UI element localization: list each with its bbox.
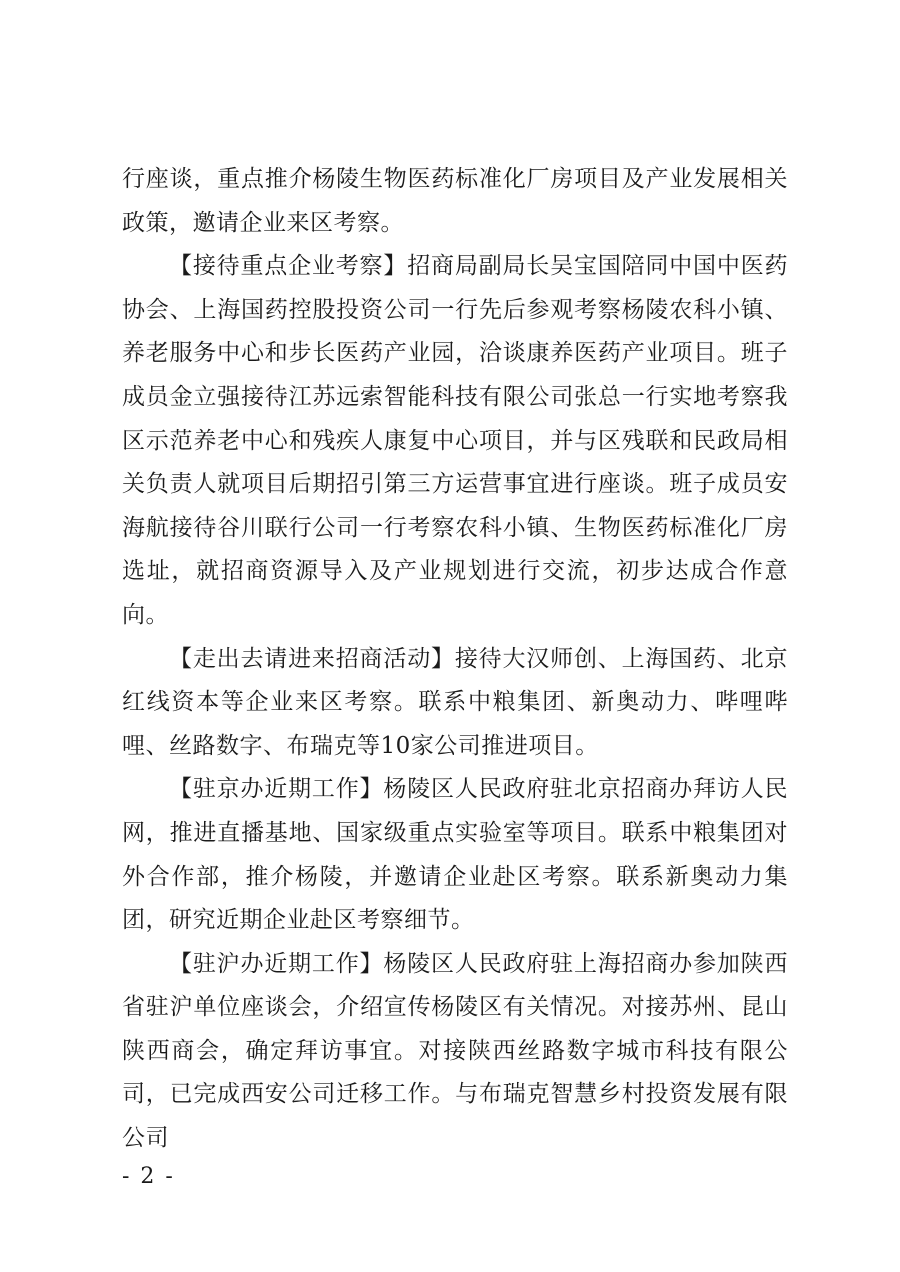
paragraph-enterprise-visits: 【接待重点企业考察】招商局副局长吴宝国陪同中国中医药协会、上海国药控股投资公司一行先后参观考察杨陵农科小镇、养老服务中心和步长医药产业园，洽谈康养医药产业项目。班子成员金立强接待江苏远索智能科技有限公司张总一行实地考察我区示范养老中心和残疾人康复中心项目，并与区残联和民政局相关负责人就项目后期招引第三方运营事宜进行座谈。班子成员安海航接待谷川联行公司一行考察农科小镇、生物医药标准化厂房选址，就招商资源导入及产业规划进行交流，初步达成合作意向。	[122, 253, 788, 628]
paragraph-investment-activities: 【走出去请进来招商活动】接待大汉师创、上海国药、北京红线资本等企业来区考察。联系中粮集团、新奥动力、哔哩哔哩、丝路数字、布瑞克等10家公司推进项目。	[122, 645, 788, 759]
paragraph-continuation: 行座谈，重点推介杨陵生物医药标准化厂房项目及产业发展相关政策，邀请企业来区考察。	[122, 166, 788, 236]
page-number: - 2 -	[122, 1164, 175, 1189]
paragraph-beijing-office: 【驻京办近期工作】杨陵区人民政府驻北京招商办拜访人民网，推进直播基地、国家级重点实验室等项目。联系中粮集团对外合作部，推介杨陵，并邀请企业赴区考察。联系新奥动力集团，研究近期企业赴区考察细节。	[122, 776, 788, 934]
body-text	[122, 158, 788, 1161]
paragraph-shanghai-office: 【驻沪办近期工作】杨陵区人民政府驻上海招商办参加陕西省驻沪单位座谈会，介绍宣传杨陵区有关情况。对接苏州、昆山陕西商会，确定拜访事宜。对接陕西丝路数字城市科技有限公司，已完成西安公司迁移工作。与布瑞克智慧乡村投资发展有限公司	[122, 950, 788, 1152]
